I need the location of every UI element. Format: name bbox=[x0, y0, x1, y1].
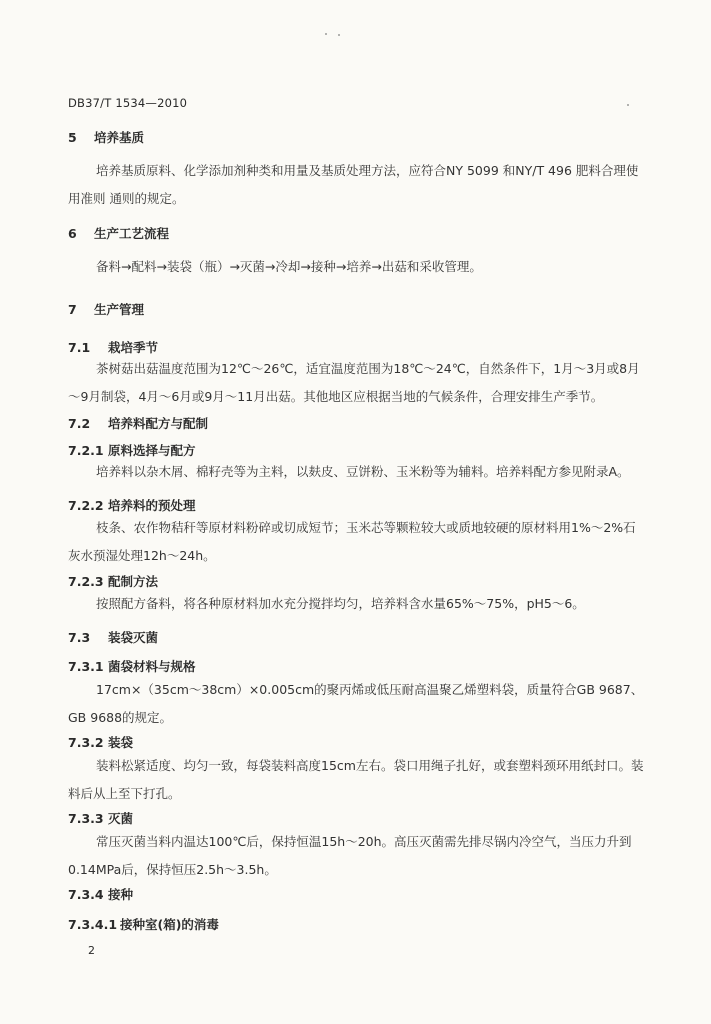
section-heading-7 bbox=[68, 300, 648, 318]
paragraph-6: 备料→配料→装袋（瓶）→灭菌→冷却→接种→培养→出菇和采收管理。 bbox=[96, 259, 482, 274]
paragraph-5: 培养基质原料、化学添加剂种类和用量及基质处理方法，应符合NY 5099 和NY/T 496 肥料合理使用准则 通则的规定。 bbox=[68, 163, 639, 206]
subsection-number: 7.2.2 bbox=[68, 498, 104, 513]
paragraph-7-3-3: 常压灭菌当料内温达100℃后，保持恒温15h～20h。高压灭菌需先排尽锅内冷空气，当压力升到0.14MPa后，保持恒压2.5h～3.5h。 bbox=[68, 834, 632, 877]
paragraph-7-2-3: 按照配方备料，将各种原材料加水充分搅拌均匀，培养料含水量65%～75%，pH5～6。 bbox=[96, 596, 585, 611]
subsection-number: 7.3 bbox=[68, 630, 91, 645]
subsection-number: 7.3.3 bbox=[68, 811, 104, 826]
section-title: 生产管理 bbox=[94, 302, 145, 317]
subsection-heading-7-3-4-1 bbox=[68, 915, 648, 933]
subsection-heading-7-3-1 bbox=[68, 657, 648, 675]
paragraph-7-3-1: 17cm×（35cm～38cm）×0.005cm的聚丙烯或低压耐高温聚乙烯塑料袋，质量符合GB 9687、GB 9688的规定。 bbox=[68, 682, 644, 725]
subsection-number: 7.1 bbox=[68, 340, 91, 355]
subsection-number: 7.3.2 bbox=[68, 735, 104, 750]
document-code: DB37/T 1534—2010 bbox=[68, 96, 188, 110]
subsection-title: 灭菌 bbox=[108, 811, 134, 826]
scan-speck bbox=[325, 33, 327, 35]
section-title: 生产工艺流程 bbox=[94, 226, 170, 241]
subsection-heading-7-3-3 bbox=[68, 809, 648, 827]
subsection-number: 7.3.4.1 bbox=[68, 917, 118, 932]
section-number: 6 bbox=[68, 226, 77, 241]
paragraph-7-2-1: 培养料以杂木屑、棉籽壳等为主料，以麸皮、豆饼粉、玉米粉等为辅料。培养料配方参见附录A。 bbox=[96, 464, 630, 479]
section-heading-6 bbox=[68, 224, 648, 242]
subsection-heading-7-3-4 bbox=[68, 885, 648, 903]
scan-speck bbox=[627, 104, 629, 106]
subsection-heading-7-1 bbox=[68, 338, 648, 356]
paragraph-7-3-2: 装料松紧适度、均匀一致，每袋装料高度15cm左右。袋口用绳子扎好，或套塑料颈环用纸封口。装料后从上至下打孔。 bbox=[68, 758, 644, 801]
section-heading-5 bbox=[68, 128, 648, 146]
subsection-title: 原料选择与配方 bbox=[108, 443, 196, 458]
subsection-heading-7-2-1 bbox=[68, 441, 648, 459]
subsection-title: 接种 bbox=[108, 887, 134, 902]
subsection-heading-7-3 bbox=[68, 628, 648, 646]
subsection-title: 菌袋材料与规格 bbox=[108, 659, 196, 674]
subsection-number: 7.2 bbox=[68, 416, 91, 431]
subsection-title: 装袋 bbox=[108, 735, 134, 750]
subsection-title: 栽培季节 bbox=[108, 340, 159, 355]
subsection-number: 7.3.4 bbox=[68, 887, 104, 902]
section-number: 7 bbox=[68, 302, 77, 317]
subsection-title: 配制方法 bbox=[108, 574, 159, 589]
subsection-title: 装袋灭菌 bbox=[108, 630, 159, 645]
subsection-title: 培养料的预处理 bbox=[108, 498, 196, 513]
subsection-heading-7-2 bbox=[68, 414, 648, 432]
page-number: 2 bbox=[88, 944, 95, 957]
subsection-title: 接种室(箱)的消毒 bbox=[120, 917, 219, 932]
subsection-heading-7-2-2 bbox=[68, 496, 648, 514]
scan-speck bbox=[338, 34, 340, 36]
subsection-heading-7-3-2 bbox=[68, 733, 648, 751]
section-number: 5 bbox=[68, 130, 77, 145]
subsection-heading-7-2-3 bbox=[68, 572, 648, 590]
section-title: 培养基质 bbox=[94, 130, 145, 145]
subsection-number: 7.3.1 bbox=[68, 659, 104, 674]
subsection-title: 培养料配方与配制 bbox=[108, 416, 209, 431]
subsection-number: 7.2.1 bbox=[68, 443, 104, 458]
subsection-number: 7.2.3 bbox=[68, 574, 104, 589]
paragraph-7-1: 茶树菇出菇温度范围为12℃～26℃，适宜温度范围为18℃～24℃，自然条件下，1月～3月或8月～9月制袋，4月～6月或9月～11月出菇。其他地区应根据当地的气候条件，合理安排生产季节。 bbox=[68, 361, 640, 404]
paragraph-7-2-2: 枝条、农作物秸秆等原材料粉碎或切成短节；玉米芯等颗粒较大或质地较硬的原材料用1%～2%石灰水预湿处理12h～24h。 bbox=[68, 520, 636, 563]
